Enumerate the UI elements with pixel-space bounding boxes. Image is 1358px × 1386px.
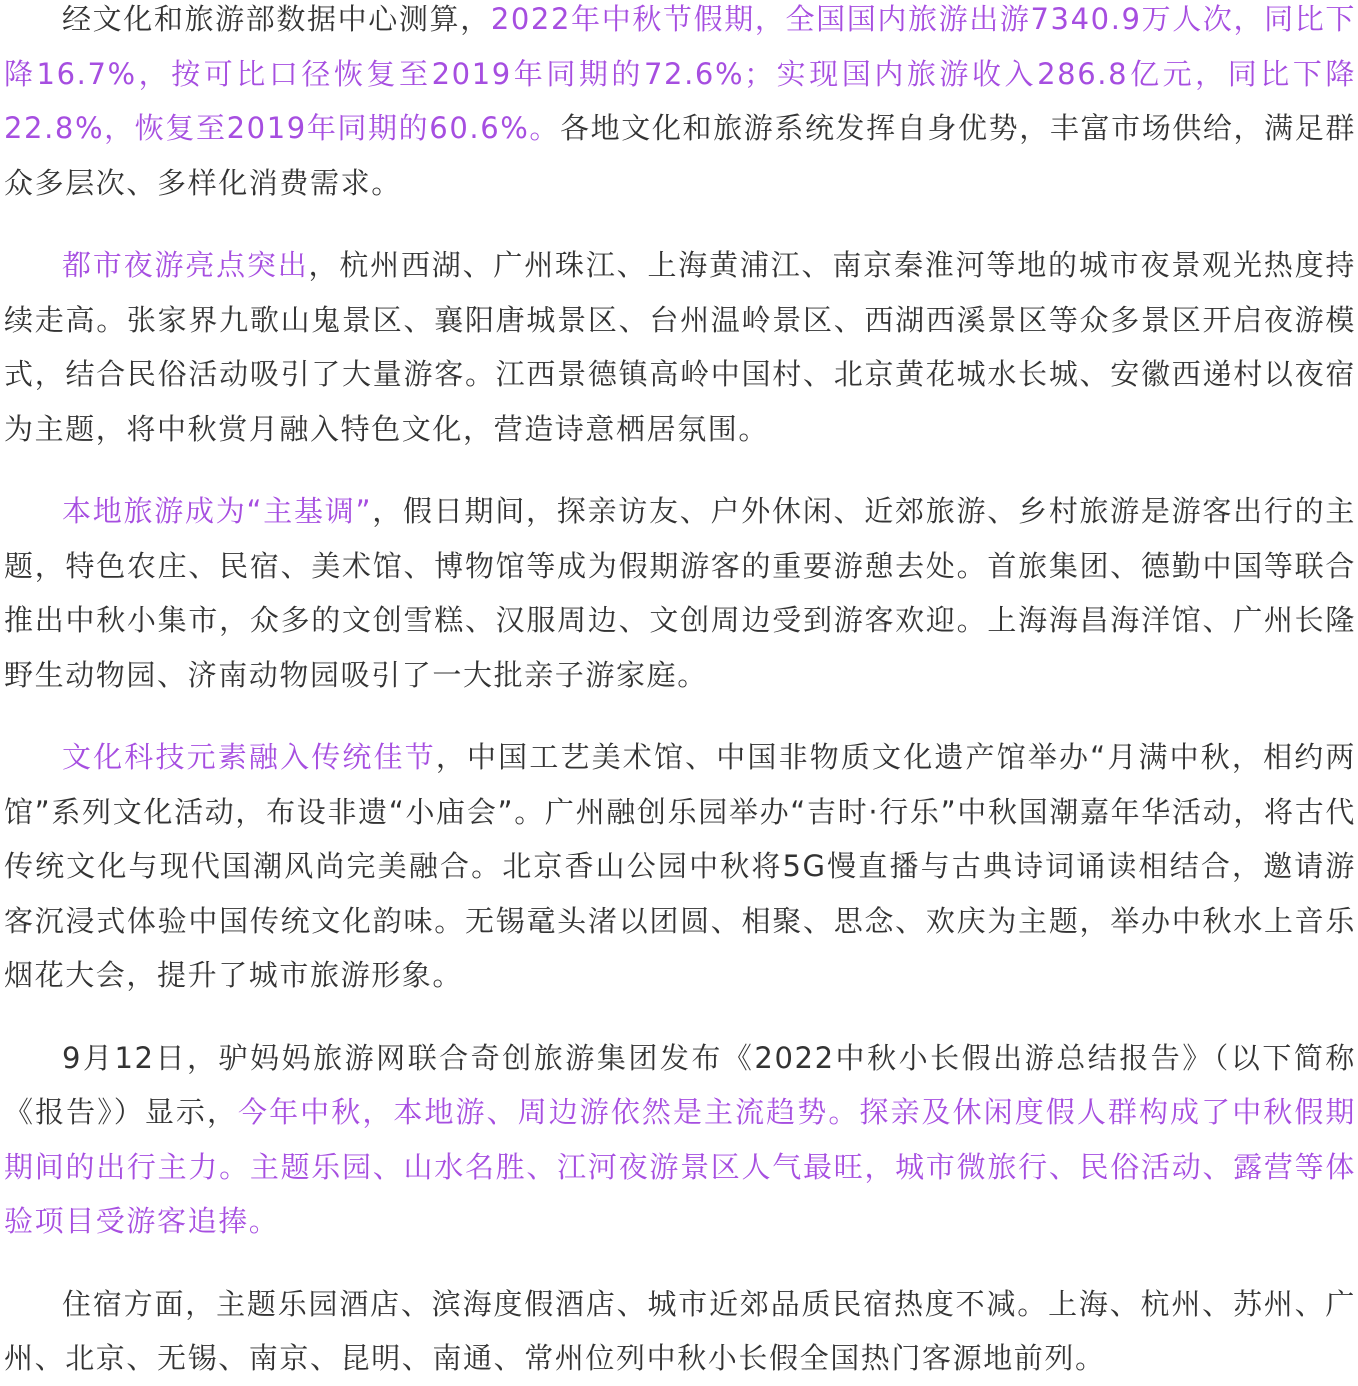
paragraph-text: 住宿方面，主题乐园酒店、滨海度假酒店、城市近郊品质民宿热度不减。上海、杭州、苏州、广州、北京、无锡、南京、昆明、南通、常州位列中秋小长假全国热门客源地前列。	[4, 1286, 1356, 1375]
highlight-text: 都市夜游亮点突出	[62, 248, 309, 282]
highlight-text: 2022年中秋节假期，全国国内旅游出游7340.9万人次，同比下降16.7%，按可比口径恢复至2019年同期的72.6%；实现国内旅游收入286.8亿元，同比下降22.8%，恢复至2019年同期的60.6%。	[4, 2, 1356, 145]
paragraph-text: ，中国工艺美术馆、中国非物质文化遗产馆举办“月满中秋，相约两馆”系列文化活动，布设非遗“小庙会”。广州融创乐园举办“吉时·行乐”中秋国潮嘉年华活动，将古代传统文化与现代国潮风尚完美融合。北京香山公园中秋将5G慢直播与古典诗词诵读相结合，邀请游客沉浸式体验中国传统文化韵味。无锡鼋头渚以团圆、相聚、思念、欢庆为主题，举办中秋水上音乐烟花大会，提升了城市旅游形象。	[4, 740, 1357, 992]
paragraph-text: ，杭州西湖、广州珠江、上海黄浦江、南京秦淮河等地的城市夜景观光热度持续走高。张家界九歌山鬼景区、襄阳唐城景区、台州温岭景区、西湖西溪景区等众多景区开启夜游模式，结合民俗活动吸引了大量游客。江西景德镇高岭中国村、北京黄花城水长城、安徽西递村以夜宿为主题，将中秋赏月融入特色文化，营造诗意栖居氛围。	[4, 248, 1356, 446]
paragraph-culture-tech	[4, 730, 1356, 1003]
paragraph-local-tour	[4, 484, 1356, 702]
highlight-text: 本地旅游成为“主基调”	[62, 494, 373, 528]
paragraph-lodging	[4, 1277, 1356, 1386]
paragraph-text: 各地文化和旅游系统发挥自身优势，丰富市场供给，满足群众多层次、多样化消费需求。	[4, 111, 1356, 200]
paragraph-text: 经文化和旅游部数据中心测算，	[62, 2, 491, 36]
paragraph-intro	[4, 0, 1356, 210]
paragraph-report	[4, 1031, 1356, 1249]
paragraph-text: ，假日期间，探亲访友、户外休闲、近郊旅游、乡村旅游是游客出行的主题，特色农庄、民宿、美术馆、博物馆等成为假期游客的重要游憩去处。首旅集团、德勤中国等联合推出中秋小集市，众多的文创雪糕、汉服周边、文创周边受到游客欢迎。上海海昌海洋馆、广州长隆野生动物园、济南动物园吸引了一大批亲子游家庭。	[4, 494, 1357, 692]
highlight-text: 今年中秋，本地游、周边游依然是主流趋势。探亲及休闲度假人群构成了中秋假期期间的出行主力。主题乐园、山水名胜、江河夜游景区人气最旺，城市微旅行、民俗活动、露营等体验项目受游客追捧。	[4, 1095, 1356, 1238]
highlight-text: 文化科技元素融入传统佳节	[62, 740, 436, 774]
paragraph-night-tour	[4, 238, 1356, 456]
paragraph-text: 9月12日，驴妈妈旅游网联合奇创旅游集团发布《2022中秋小长假出游总结报告》（以下简称《报告》）显示，	[4, 1040, 1356, 1129]
